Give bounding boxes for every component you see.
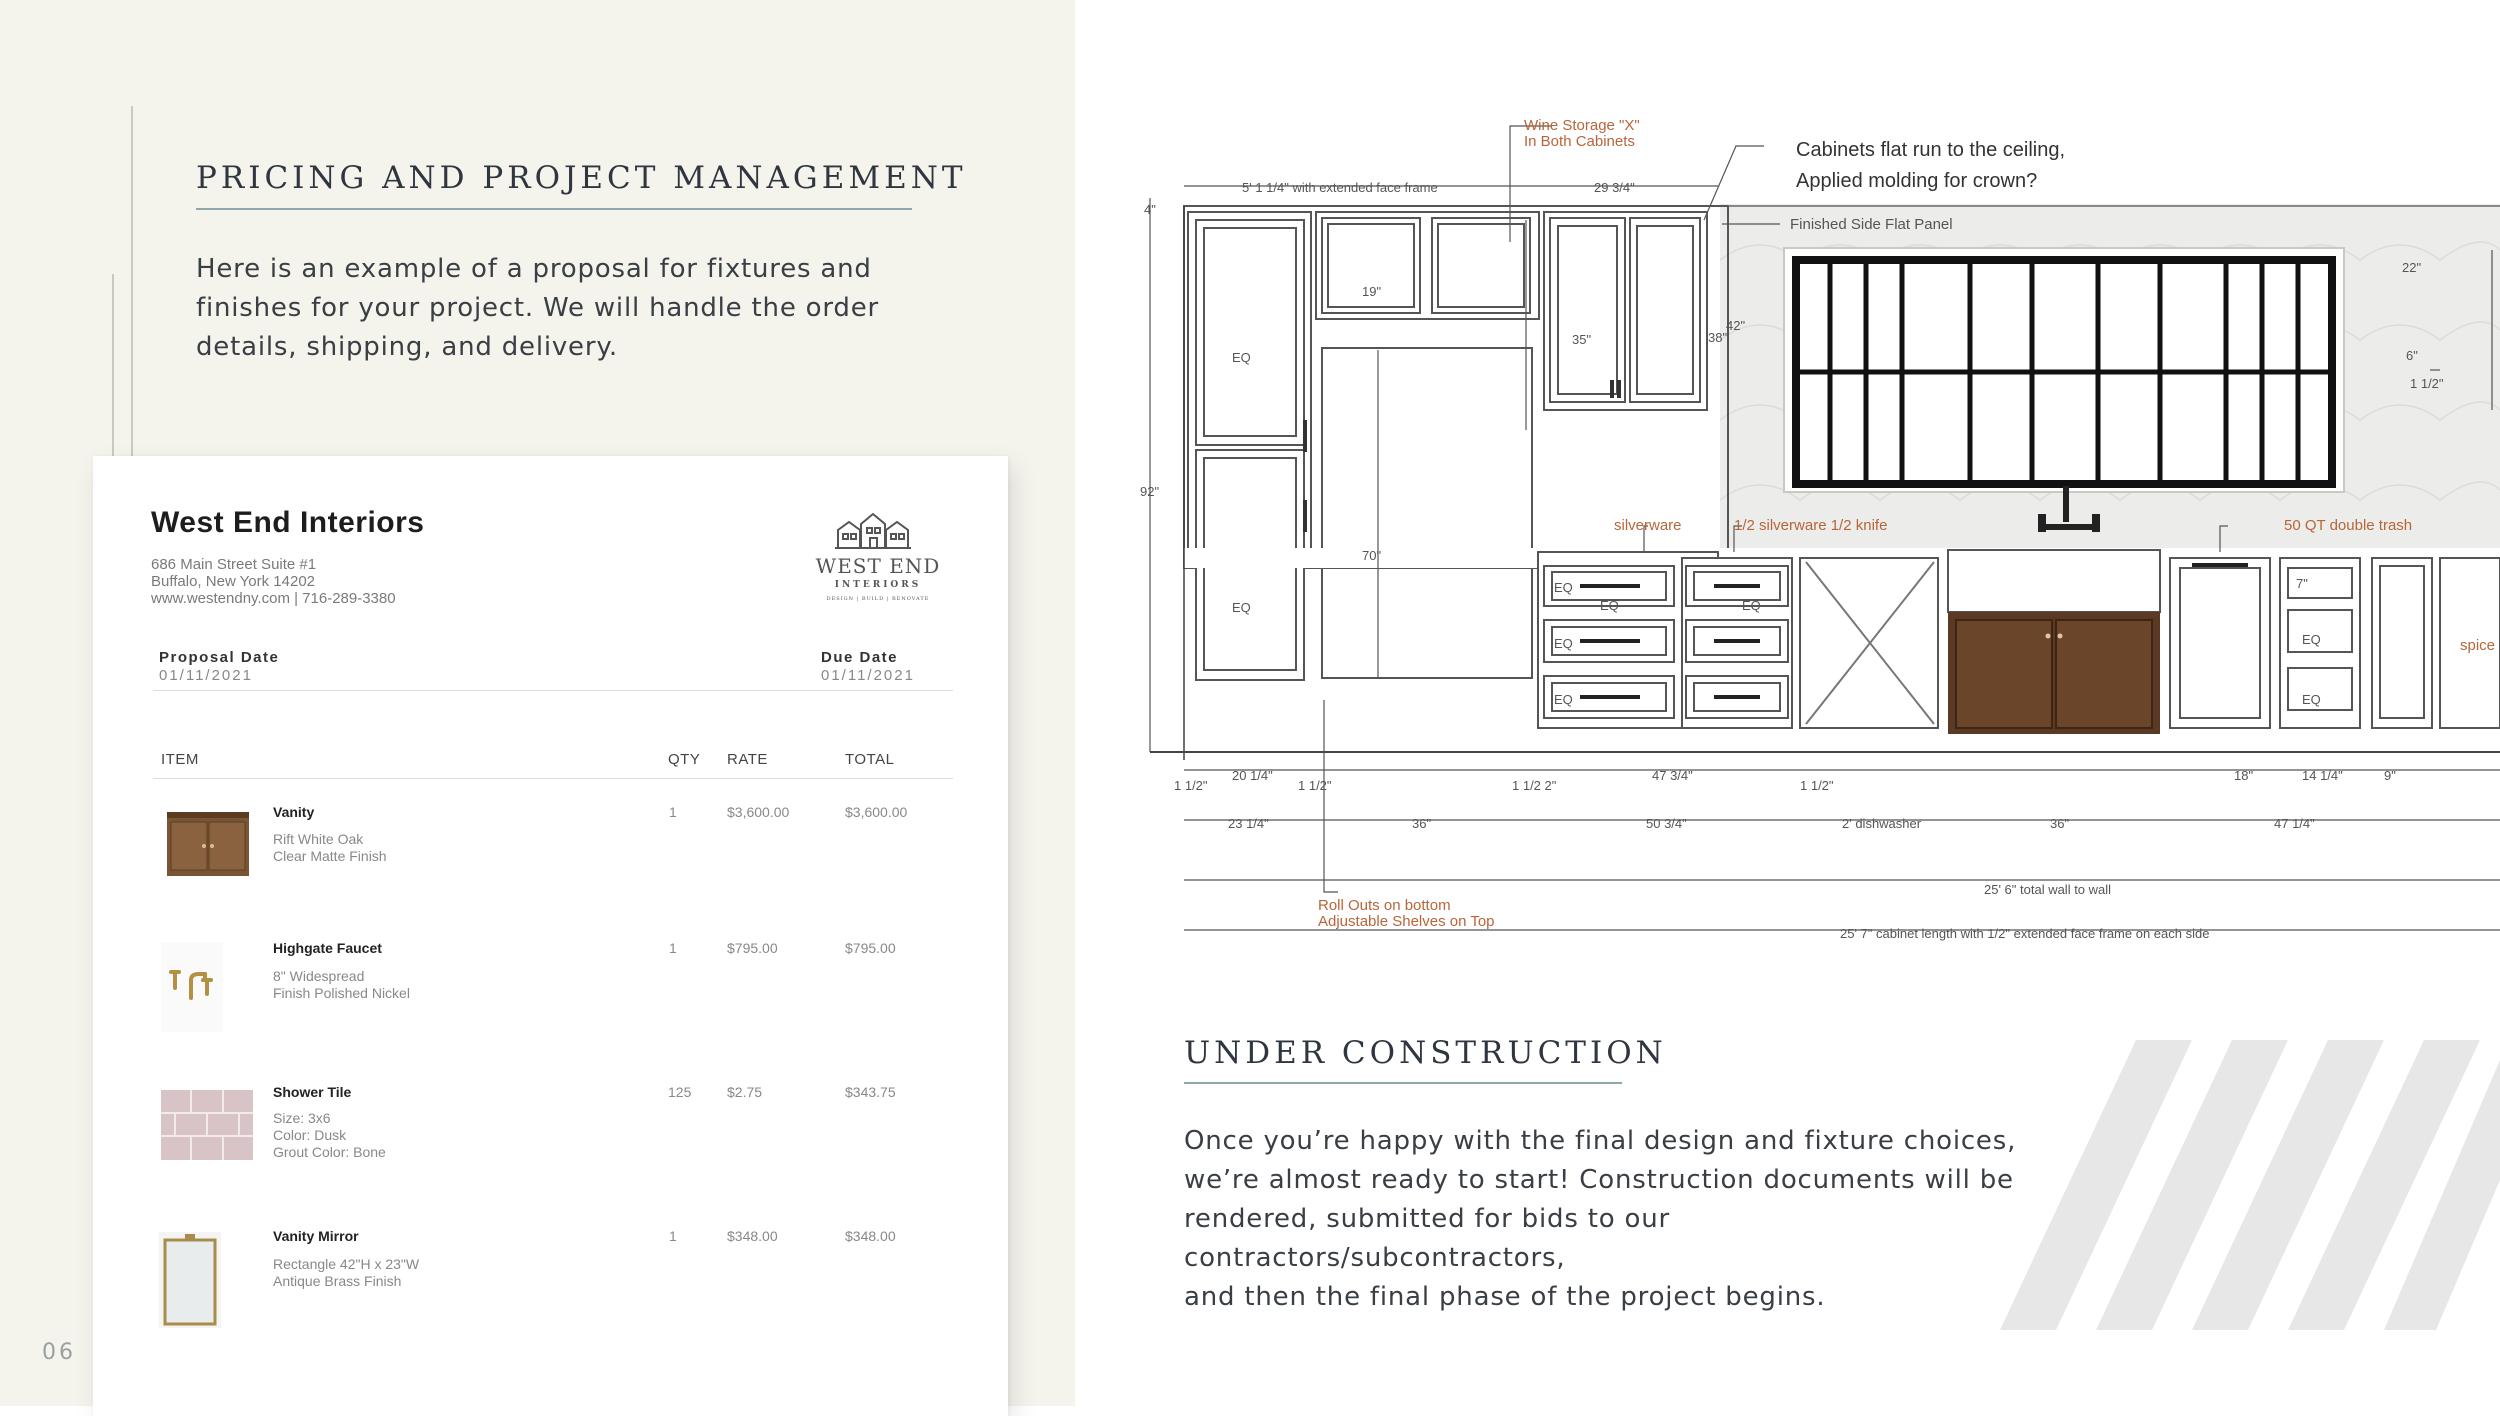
- dim-47-1: 47 1/4": [2274, 816, 2315, 831]
- address-line: Buffalo, New York 14202: [151, 573, 316, 590]
- item-qty: 1: [669, 1228, 677, 1244]
- sink-base-cabinet: [1948, 550, 2160, 734]
- construction-title-rule: [1184, 1082, 1622, 1084]
- dim-1-5-b: 1 1/2": [1298, 778, 1332, 793]
- item-rate: $348.00: [727, 1228, 778, 1244]
- callout-rollouts: Roll Outs on bottom: [1318, 897, 1451, 914]
- dim-eq-drawer-1: EQ: [1554, 580, 1573, 595]
- due-date-label: Due Date: [821, 649, 899, 666]
- dim-23: 23 1/4": [1228, 816, 1269, 831]
- dim-18: 18": [2234, 768, 2254, 783]
- proposal-date-value: 01/11/2021: [159, 667, 253, 684]
- column-total: TOTAL: [845, 751, 895, 768]
- item-qty: 1: [669, 940, 677, 956]
- dim-35: 35": [1572, 332, 1592, 347]
- pricing-title: PRICING AND PROJECT MANAGEMENT: [196, 160, 967, 196]
- construction-paragraph-line: Once you’re happy with the final design and fixture choices,: [1184, 1126, 2017, 1156]
- dim-eq-drawer-2: EQ: [1554, 636, 1573, 651]
- column-item: ITEM: [161, 751, 199, 768]
- page-number: 06: [42, 1340, 76, 1365]
- dim-face-frame: 5' 1 1/4" with extended face frame: [1242, 180, 1438, 195]
- proposal-card: [93, 456, 1008, 1416]
- logo-tagline: DESIGN | BUILD | RENOVATE: [826, 596, 930, 602]
- callout-side-panel: Finished Side Flat Panel: [1790, 216, 1953, 233]
- dim-9: 9": [2384, 768, 2396, 783]
- table-row: [93, 922, 1008, 1062]
- dim-36-a: 36": [1412, 816, 1432, 831]
- dim-38: 38": [1708, 330, 1728, 345]
- company-logo: [811, 504, 961, 604]
- houses-icon: [811, 504, 961, 552]
- column-rate: RATE: [727, 751, 768, 768]
- table-row: [93, 1214, 1008, 1354]
- pricing-paragraph-line: finishes for your project. We will handle the order: [196, 293, 880, 323]
- mirror-thumbnail: [159, 1232, 221, 1328]
- dim-29: 29 3/4": [1594, 180, 1635, 195]
- dim-eq-upper: EQ: [1232, 350, 1251, 365]
- callout-ceiling-line2: Applied molding for crown?: [1796, 170, 2038, 192]
- callout-wine-line2: In Both Cabinets: [1524, 133, 1635, 150]
- item-qty: 1: [669, 804, 677, 820]
- pricing-title-rule: [196, 208, 912, 210]
- divider: [153, 778, 953, 779]
- dim-47: 47 3/4": [1652, 768, 1693, 783]
- item-total: $3,600.00: [845, 804, 908, 820]
- decorative-vertical-line: [131, 106, 133, 458]
- item-desc-line: 8" Widespread: [273, 968, 365, 984]
- dim-36-b: 36": [2050, 816, 2070, 831]
- table-row: [93, 786, 1008, 921]
- item-rate: $2.75: [727, 1084, 763, 1100]
- item-rate: $3,600.00: [727, 804, 790, 820]
- dim-eq-drawer-gap-1: EQ: [1600, 598, 1619, 613]
- item-desc-line: Grout Color: Bone: [273, 1144, 386, 1160]
- dim-6: 6": [2406, 348, 2418, 363]
- pricing-paragraph-line: details, shipping, and delivery.: [196, 332, 618, 362]
- item-desc-line: Antique Brass Finish: [273, 1273, 402, 1289]
- item-qty: 125: [668, 1084, 692, 1100]
- column-qty: QTY: [668, 751, 701, 768]
- dim-cabinet-length: 25' 7" cabinet length with 1/2" extended face frame on each side: [1840, 926, 2210, 941]
- item-desc-line: Size: 3x6: [273, 1110, 331, 1126]
- item-desc-line: Rectangle 42"H x 23"W: [273, 1256, 420, 1272]
- callout-trash: 50 QT double trash: [2284, 517, 2413, 534]
- callout-ceiling: Cabinets flat run to the ceiling,: [1796, 139, 2066, 161]
- dim-92: 92": [1140, 484, 1160, 499]
- item-total: $348.00: [845, 1228, 896, 1244]
- proposal-date-label: Proposal Date: [159, 649, 280, 666]
- dim-22: 22": [2402, 260, 2422, 275]
- address-line: 686 Main Street Suite #1: [151, 556, 317, 573]
- decorative-vertical-line-short: [112, 274, 114, 458]
- item-name: Vanity: [273, 804, 315, 820]
- item-rate: $795.00: [727, 940, 778, 956]
- dim-dishwasher: 2' dishwasher: [1842, 816, 1922, 831]
- item-desc-line: Clear Matte Finish: [273, 848, 387, 864]
- item-name: Vanity Mirror: [273, 1228, 359, 1244]
- item-name: Shower Tile: [273, 1084, 352, 1100]
- dim-50: 50 3/4": [1646, 816, 1687, 831]
- callout-silverware: silverware: [1614, 517, 1682, 534]
- construction-title: UNDER CONSTRUCTION: [1184, 1035, 1667, 1071]
- callout-wine: Wine Storage "X": [1524, 117, 1640, 134]
- construction-paragraph-line: and then the final phase of the project begins.: [1184, 1282, 1826, 1312]
- dim-eq-drawer-gap-2: EQ: [1742, 598, 1761, 613]
- dim-4: 4": [1144, 202, 1156, 217]
- address-line: www.westendny.com | 716-289-3380: [151, 590, 396, 607]
- pricing-paragraph-line: Here is an example of a proposal for fixtures and: [196, 254, 872, 284]
- callout-rollouts-line2: Adjustable Shelves on Top: [1318, 913, 1495, 930]
- construction-paragraph-line: we’re almost ready to start! Construction documents will be: [1184, 1165, 2014, 1195]
- faucet-thumbnail: [161, 942, 223, 1032]
- dim-19: 19": [1362, 284, 1382, 299]
- dim-1-5-2: 1 1/2 2": [1512, 778, 1557, 793]
- callout-silverware-knife: 1/2 silverware 1/2 knife: [1734, 517, 1888, 534]
- callout-spice: spice: [2460, 637, 2496, 654]
- due-date-value: 01/11/2021: [821, 667, 915, 684]
- dim-eq-right-1: EQ: [2302, 632, 2321, 647]
- dim-wall: 25' 6" total wall to wall: [1984, 882, 2112, 897]
- tile-thumbnail: [161, 1090, 253, 1160]
- dim-1-5-a: 1 1/2": [1174, 778, 1208, 793]
- item-total: $795.00: [845, 940, 896, 956]
- dim-7: 7": [2296, 576, 2308, 591]
- construction-paragraph-line: rendered, submitted for bids to our contractors/subcontractors,: [1184, 1204, 1670, 1273]
- divider: [153, 690, 953, 691]
- company-name: West End Interiors: [151, 506, 425, 539]
- logo-sub: INTERIORS: [834, 580, 922, 590]
- dim-14: 14 1/4": [2302, 768, 2343, 783]
- pricing-paragraph: [196, 250, 1016, 367]
- kitchen-elevation-drawing: [1140, 100, 2500, 960]
- dim-eq-right-2: EQ: [2302, 692, 2321, 707]
- dim-eq-drawer-3: EQ: [1554, 692, 1573, 707]
- dim-70: 70": [1362, 548, 1382, 563]
- construction-paragraph: [1184, 1122, 2044, 1317]
- dim-1: 1 1/2": [2410, 376, 2444, 391]
- dim-eq-lower: EQ: [1232, 600, 1251, 615]
- logo-name: WEST END: [815, 554, 941, 578]
- window: [1784, 248, 2344, 492]
- dim-20: 20 1/4": [1232, 768, 1273, 783]
- item-desc-line: Color: Dusk: [273, 1127, 347, 1143]
- item-total: $343.75: [845, 1084, 896, 1100]
- item-name: Highgate Faucet: [273, 940, 382, 956]
- dim-1-5-c: 1 1/2": [1800, 778, 1834, 793]
- table-row: [93, 1066, 1008, 1206]
- decorative-stripes: [2000, 1040, 2500, 1330]
- vanity-thumbnail: [165, 806, 251, 881]
- dim-42: 42": [1726, 318, 1746, 333]
- item-desc-line: Finish Polished Nickel: [273, 985, 410, 1001]
- item-desc-line: Rift White Oak: [273, 831, 364, 847]
